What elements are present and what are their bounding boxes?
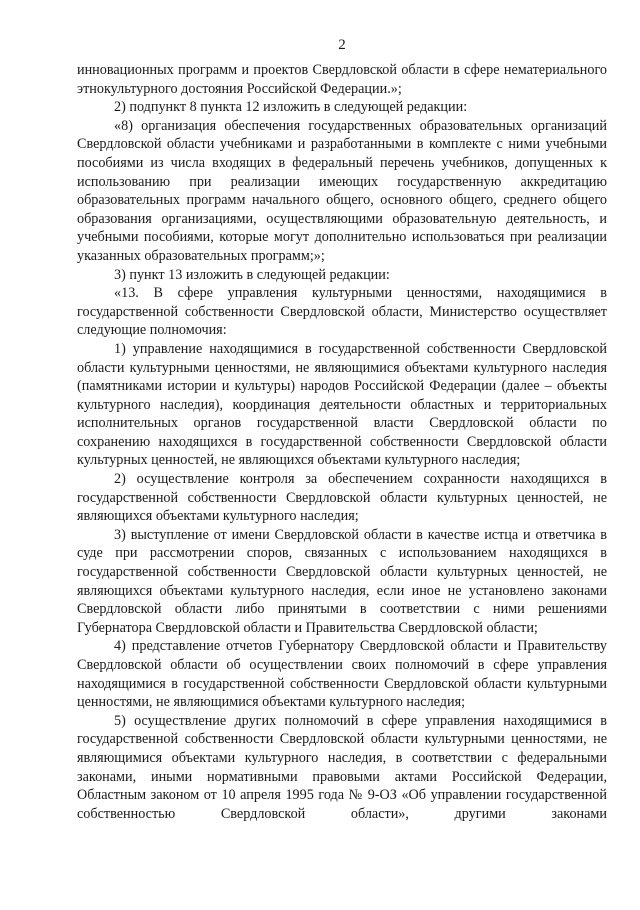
paragraph-continuation: инновационных программ и проектов Свердловской области в сфере нематериального этнокультурного достояния Российской Федерации.»; bbox=[77, 62, 607, 97]
paragraph-power-3: 3) выступление от имени Свердловской области в качестве истца и ответчика в суде при рассмотрении споров, связанных с использованием находящихся в государственной собственности Свердловской области культурных ценностей, не являющихся объектами культурного наследия, если иное не установлено законами Свердловской области либо принятыми в соответствии с ними решениями Губернатора Свердловской области и Правительства Свердловской области; bbox=[77, 526, 607, 636]
paragraph-amendment-2: 2) подпункт 8 пункта 12 изложить в следующей редакции: bbox=[114, 99, 468, 116]
paragraph-power-4: 4) представление отчетов Губернатору Свердловской области и Правительству Свердловской области об осуществлении своих полномочий в сфере управления находящимися в государственной собственности Свердловской области культурными ценностями, не являющимися объектами культурного наследия; bbox=[77, 638, 607, 711]
paragraph-amendment-3: 3) пункт 13 изложить в следующей редакции: bbox=[114, 266, 390, 283]
paragraph-power-2: 2) осуществление контроля за обеспечением сохранности находящихся в государственной собственности Свердловской области культурных ценностей, не являющихся объектами культурного наследия; bbox=[77, 471, 607, 525]
paragraph-power-1: 1) управление находящимися в государственной собственности Свердловской области культурными ценностями, не являющимися объектами культурного наследия (памятниками истории и культуры) народов Российской Федерации (далее – объекты культурного наследия), координация деятельности областных и территориальных исполнительных органов государственной власти Свердловской области по сохранению находящихся в государственной собственности Свердловской области культурных ценностей, не являющихся объектами культурного наследия; bbox=[77, 340, 607, 469]
page-number: 2 bbox=[338, 37, 346, 53]
paragraph-power-5: 5) осуществление других полномочий в сфере управления находящимися в государственной собственности Свердловской области культурными ценностями, не являющимися объектами культурного наследия, в соответствии с федеральными законами, иными нормативными правовыми актами Российской Федерации, Областным законом от 10 апреля 1995 года № 9-ОЗ «Об управлении государственной собственностью Свердловской области», другими законами bbox=[77, 712, 607, 822]
document-body bbox=[77, 61, 607, 823]
paragraph-subitem-8: «8) организация обеспечения государственных образовательных организаций Свердловской области учебниками и разработанными в комплекте с ними учебными пособиями из числа входящих в федеральный перечень учебников, допущенных к использованию при реализации имеющих государственную аккредитацию образовательных программ начального общего, основного общего, среднего общего образования организациями, осуществляющими образовательную деятельность, и учебными пособиями, которые могут дополнительно использоваться при реализации указанных образовательных программ;»; bbox=[77, 117, 607, 264]
paragraph-item-13: «13. В сфере управления культурными ценностями, находящимися в государственной собственности Свердловской области, Министерство осуществляет следующие полномочия: bbox=[77, 285, 607, 339]
